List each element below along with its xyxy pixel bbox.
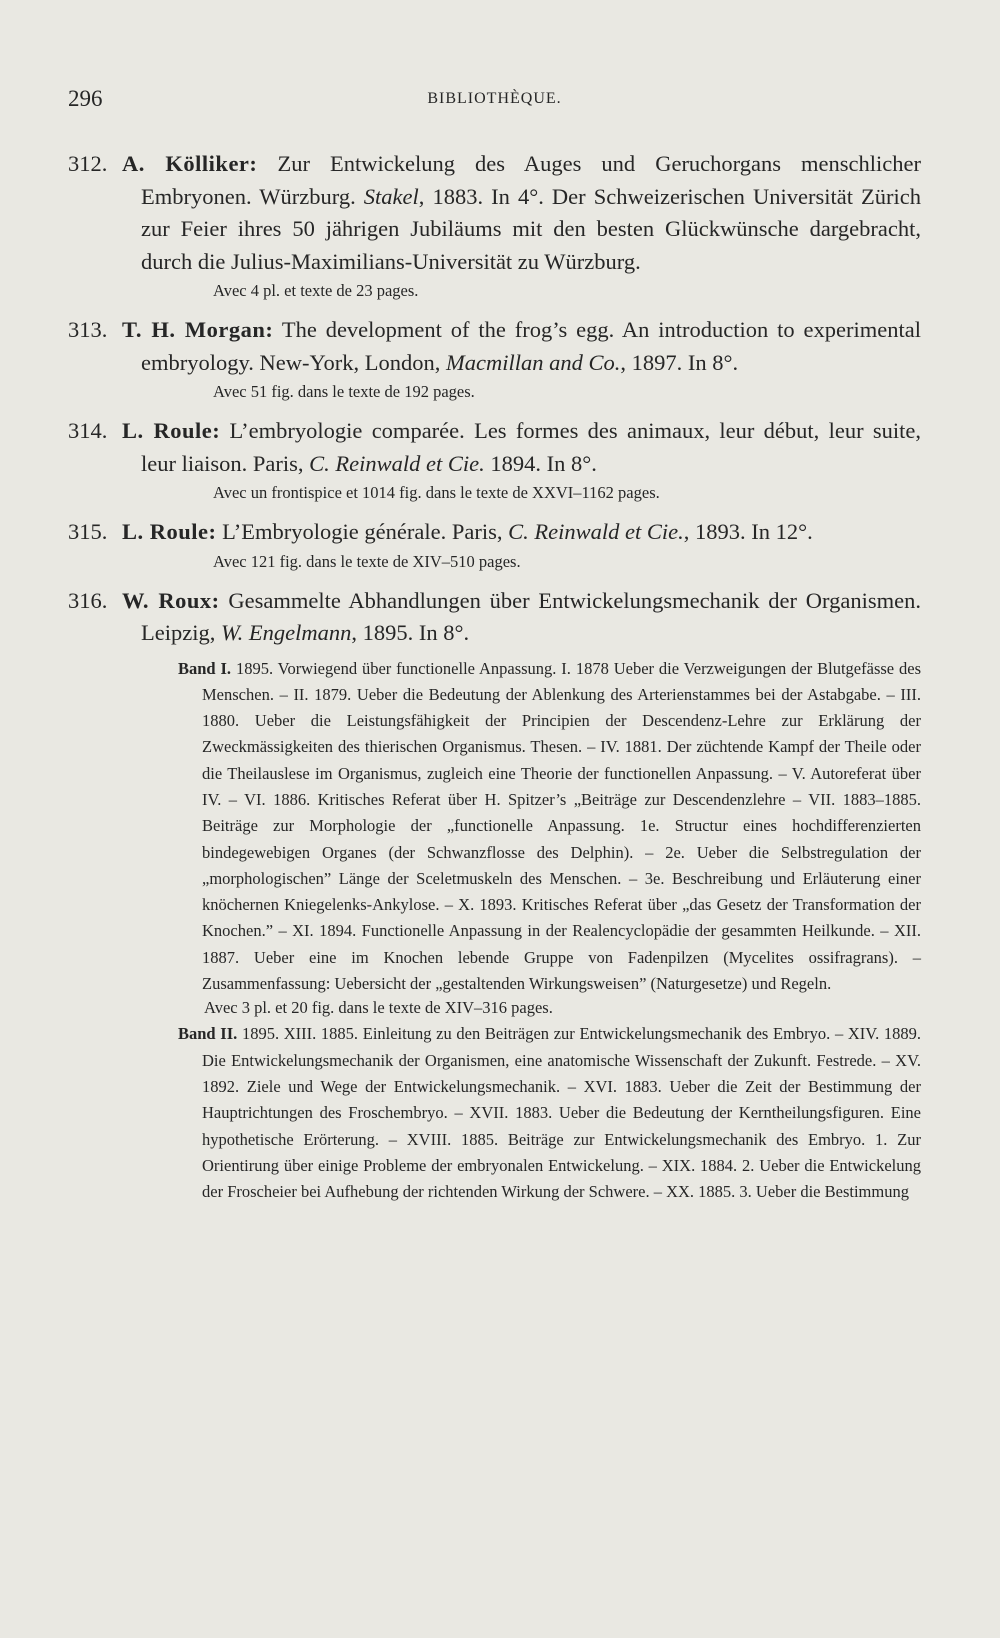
entry-author: L. Roule: bbox=[122, 519, 217, 544]
entry-author: A. Kölliker: bbox=[122, 151, 258, 176]
page-header bbox=[68, 86, 921, 126]
entry-details: , 1895. In 8°. bbox=[351, 620, 470, 645]
entry-publisher: W. Engelmann bbox=[220, 620, 352, 645]
entry-number: 312. bbox=[68, 151, 108, 176]
entry-citation bbox=[68, 516, 921, 549]
entry-author: T. H. Morgan: bbox=[122, 317, 274, 342]
band-i-contents bbox=[178, 656, 921, 998]
entry-title: Zur Entwickelung des Auges und Geruchorgans menschlicher Embryonen. Würzburg. bbox=[141, 151, 922, 209]
entry-note: Avec 4 pl. et texte de 23 pages. bbox=[213, 281, 419, 300]
entry-title: L’Embryologie générale. Paris, bbox=[222, 519, 503, 544]
band-text: 1895. XIII. 1885. Einleitung zu den Beiträgen zur Entwickelungsmechanik des Embryo. – XIV. 1889. Die Entwickelungsmechanik der Organismen, eine anatomische Wissenschaft der Zukunft. Festrede. – XV. 1892. Ziele und Wege der Entwickelungsmechanik. – XVI. 1883. Ueber die Zeit der Bestimmung der Hauptrichtungen des Froschembryo. – XVII. 1883. Ueber die Bedeutung der Kerntheilungsfiguren. Eine hypothetische Erörterung. – XVIII. 1885. Beiträge zur Entwickelungsmechanik des Embryo. 1. Zur Orientirung über einige Probleme der embryonalen Entwickelung. – XIX. 1884. 2. Ueber die Entwickelung der Froscheier bei Aufhebung der richtenden Wirkung der Schwere. – XX. 1885. 3. Ueber die Bestimmung bbox=[202, 1024, 921, 1202]
entry-number: 313. bbox=[68, 317, 108, 342]
band-ii-contents bbox=[178, 1021, 921, 1205]
entry-number: 314. bbox=[68, 418, 108, 443]
entry-citation bbox=[68, 148, 921, 278]
entry-note: Avec un frontispice et 1014 fig. dans le texte de XXVI–1162 pages. bbox=[213, 483, 660, 502]
entry-publisher: Macmillan and Co. bbox=[445, 349, 621, 375]
entry-note: Avec 121 fig. dans le texte de XIV–510 pages. bbox=[213, 551, 521, 571]
entry-citation bbox=[68, 415, 921, 480]
entry-citation bbox=[68, 314, 921, 379]
entry-details: , 1883. In 4°. Der Schweizerischen Universität Zürich zur Feier ihres 50 jährigen Jubiläums mit den besten Glückwünsche dargebracht, durch die Julius-Maximilians-Universität zu Würzburg. bbox=[141, 183, 922, 274]
entry-publisher: Stakel bbox=[363, 183, 419, 209]
band-text: 1895. Vorwiegend über functionelle Anpassung. I. 1878 Ueber die Verzweigungen der Blutgefässe des Menschen. – II. 1879. Ueber die Bedeutung der Ablenkung des Arterienstammes bei der Astabgabe. – III. 1880. Ueber die Leistungsfähigkeit der Principien der Descendenz-Lehre zur Erklärung der Zweckmässigkeiten des thierischen Organismus. Thesen. – IV. 1881. Der züchtende Kampf der Theile oder die Theilauslese im Organismus, zugleich eine Theorie der functionellen Anpassung. – V. Autoreferat über IV. – VI. 1886. Kritisches Referat über H. Spitzer’s „Beiträge zur Descendenzlehre – VII. 1883–1885. Beiträge zur Morphologie der „functionelle Anpassung. 1e. Structur eines hochdifferenzierten bindegewebigen Organes (der Schwanzflosse des Delphin). – 2e. Ueber die Selbstregulation der „morphologischen” Länge der Sceletmuskeln des Menschen. – 3e. Beschreibung und Erläuterung einer knöchernen Kniegelenks-Ankylose. – X. 1893. Kritisches Referat über „das Gesetz der Transformation der Knochen.” – XI. 1894. Functionelle Anpassung in der Realencyclopädie der gesammten Heilkunde. – XII. 1887. Ueber eine im Knochen lebende Gruppe von Fadenpilzen (Mycelites ossifragrans). – Zusammenfassung: Uebersicht der „gestaltenden Wirkungsweisen” (Naturgesetze) und Regeln. bbox=[202, 658, 921, 994]
bibliography-entry-316 bbox=[68, 585, 921, 1206]
band-note: Avec 3 pl. et 20 fig. dans le texte de XIV–316 pages. bbox=[204, 998, 553, 1018]
entry-title: L’embryologie comparée. Les formes des animaux, leur début, leur suite, leur liaison. Paris, bbox=[141, 418, 921, 476]
entry-number: 316. bbox=[68, 587, 108, 613]
entry-number: 315. bbox=[68, 519, 108, 544]
bibliography-entry-315 bbox=[68, 516, 921, 575]
bibliography-list bbox=[68, 148, 921, 1215]
entry-details: , 1893. In 12°. bbox=[683, 519, 813, 544]
entry-title: The development of the frog’s egg. An introduction to experimental embryology. New-York, London, bbox=[141, 317, 922, 375]
bibliography-entry-313 bbox=[68, 314, 921, 405]
band-label: Band II. bbox=[178, 1024, 238, 1044]
entry-details: , 1897. In 8°. bbox=[620, 349, 739, 375]
band-label: Band I. bbox=[178, 658, 232, 678]
page-number: 296 bbox=[68, 86, 103, 111]
running-title: BIBLIOTHÈQUE. bbox=[427, 90, 562, 107]
bibliography-entry-314 bbox=[68, 415, 921, 506]
entry-details: 1894. In 8°. bbox=[484, 450, 597, 476]
entry-publisher: C. Reinwald et Cie. bbox=[309, 450, 485, 476]
bibliography-entry-312 bbox=[68, 148, 921, 304]
entry-publisher: C. Reinwald et Cie. bbox=[508, 519, 684, 544]
entry-author: W. Roux: bbox=[122, 587, 220, 613]
entry-title: Gesammelte Abhandlungen über Entwickelungsmechanik der Organismen. Leipzig, bbox=[141, 587, 922, 645]
entry-citation bbox=[68, 585, 921, 650]
entry-author: L. Roule: bbox=[122, 418, 221, 443]
entry-note: Avec 51 fig. dans le texte de 192 pages. bbox=[213, 382, 475, 401]
